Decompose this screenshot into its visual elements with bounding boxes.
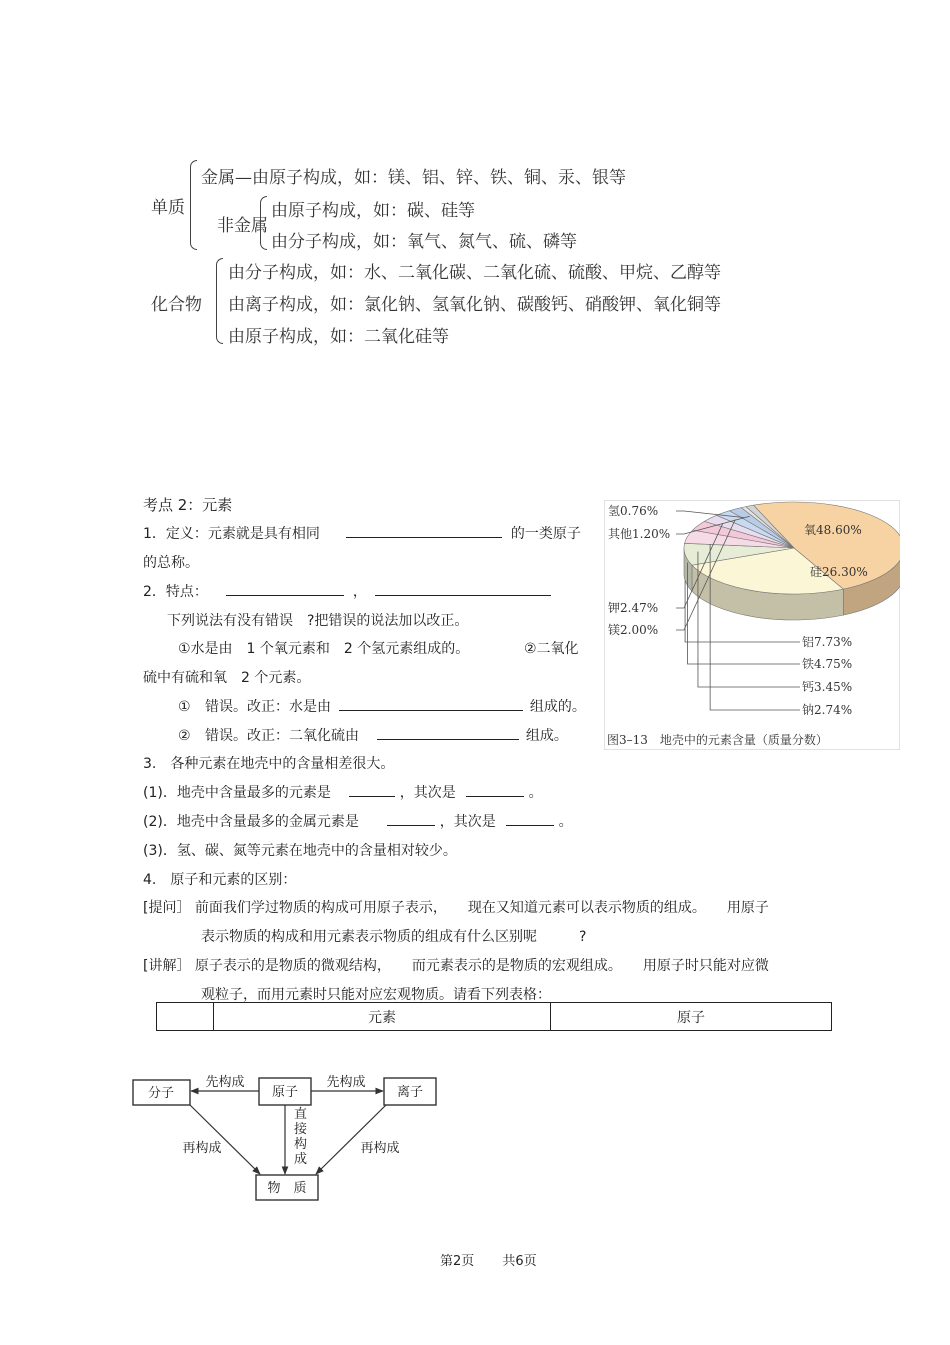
q3-text: 3. 各种元素在地壳中的含量相差很大。: [143, 756, 395, 772]
pie-label-其他: 其他1.20%: [608, 527, 671, 541]
label-zhijie-3: 构: [294, 1137, 308, 1152]
arrow-molecule-to-substance: [190, 1105, 260, 1174]
crust-pie-figure: [604, 500, 900, 750]
q3-1-text-a: (1)．地壳中含量最多的元素是: [143, 785, 331, 801]
label-zhijie-1: 直: [294, 1107, 308, 1122]
table-cell-empty: [157, 1003, 214, 1031]
q2-f-mark: ②: [178, 728, 191, 744]
q1-text-b: 的一类原子: [510, 526, 581, 542]
node-fenzi: 分子: [147, 1086, 175, 1101]
compound-molecule-line: 由分子构成，如：水、二氧化碳、二氧化硫、硫酸、甲烷、乙醇等: [228, 263, 721, 283]
arrow-ion-to-substance: [316, 1105, 386, 1174]
brace-nonmetal: [260, 196, 267, 250]
q3-2-blank-2[interactable]: [506, 811, 554, 826]
q1-line: [143, 523, 581, 543]
q1-blank[interactable]: [346, 523, 502, 538]
label-xian-left: 先构成: [205, 1075, 245, 1090]
label-zhijie-4: 成: [294, 1152, 308, 1167]
q2-line: [143, 581, 551, 601]
pie-label-铝: 铝7.73%: [802, 635, 853, 649]
pie-label-硅: 硅26.30%: [810, 565, 868, 579]
q2-correction-1: [178, 696, 586, 716]
q3-2-line: [143, 811, 573, 831]
node-lizi: 离子: [396, 1085, 424, 1100]
q2-f-text-b: 组成。: [525, 728, 568, 744]
q2-text-d: 硫中有硫和氧 2 个元素。: [143, 670, 311, 686]
label-zai-left: 再构成: [182, 1141, 222, 1156]
tiwen-line-b: 表示物质的构成和用元素表示物质的组成有什么区别呢 ?: [201, 929, 587, 945]
q3-3-text: (3)．氢、碳、氮等元素在地壳中的含量相对较少。: [143, 843, 457, 859]
brace-huahewu: [216, 258, 223, 344]
nonmetal-molecule-line: 由分子构成，如：氧气、氮气、硫、磷等: [271, 232, 577, 252]
q2-blank-2[interactable]: [375, 581, 551, 596]
q3-1-text-b: ，其次是: [399, 785, 456, 801]
q2-e-blank[interactable]: [339, 696, 523, 711]
label-nonmetal: 非金属: [217, 216, 268, 236]
q2-e-mark: ①: [178, 699, 191, 715]
q4-text: 4. 原子和元素的区别：: [143, 872, 297, 888]
jiangjie-line-b: 观粒子，而用元素时只能对应宏观物质。请看下列表格：: [201, 987, 551, 1003]
page-total: 共6页: [502, 1254, 537, 1269]
pie-label-钠: 钠2.74%: [802, 703, 853, 717]
compound-ion-line: 由离子构成，如：氯化钠、氢氧化钠、碳酸钙、硝酸钾、氧化铜等: [228, 295, 721, 315]
pie-label-钙: 钙3.45%: [802, 680, 853, 694]
q3-1-blank-1[interactable]: [349, 782, 395, 797]
q2-text-c1: ①水是由 1 个氧元素和 2 个氢元素组成的。: [178, 641, 470, 657]
node-yuanzi: 原子: [271, 1085, 299, 1100]
node-wuzhi: 物 质: [267, 1181, 307, 1196]
figure-caption: 图3–13 地壳中的元素含量（质量分数）: [607, 733, 828, 747]
composition-flow-diagram: [130, 1066, 450, 1204]
q2-sep: ，: [352, 584, 367, 600]
table-header-element: 元素: [214, 1003, 551, 1031]
q3-1-blank-2[interactable]: [466, 782, 524, 797]
q2-e-text-a: 错误。改正：水是由: [205, 699, 332, 715]
pie-label-氧: 氧48.60%: [804, 523, 862, 537]
q1-text-c: 的总称。: [143, 555, 199, 571]
q2-text-c2: ②二氧化: [524, 641, 579, 657]
table-row: [157, 1003, 832, 1031]
compound-atom-line: 由原子构成，如：二氧化硅等: [228, 327, 449, 347]
pie-label-铁: 铁4.75%: [802, 657, 853, 671]
table-header-atom: 原子: [551, 1003, 832, 1031]
comparison-table: [156, 1002, 832, 1031]
q2-text-a: 2．特点：: [143, 584, 208, 600]
metal-line: 金属—由原子构成，如：镁、铝、锌、铁、铜、汞、银等: [201, 168, 626, 188]
q3-2-text-b: ，其次是: [439, 814, 496, 830]
q2-f-blank[interactable]: [377, 725, 519, 740]
page-number: 第2页: [440, 1254, 475, 1269]
page-footer: [440, 1250, 537, 1269]
pie-label-氢: 氢0.76%: [608, 504, 659, 518]
label-zhijie-2: 接: [294, 1122, 308, 1137]
jiangjie-line-a: [讲解］ 原子表示的是物质的微观结构， 而元素表示的是物质的宏观组成。 用原子时只能对应微: [143, 958, 769, 974]
q2-blank-1[interactable]: [226, 581, 344, 596]
q3-2-text-a: (2)．地壳中含量最多的金属元素是: [143, 814, 359, 830]
label-danzhi: 单质: [151, 198, 185, 218]
q3-2-text-c: 。: [558, 814, 573, 830]
q2-e-text-b: 组成的。: [529, 699, 586, 715]
section-heading: 考点 2：元素: [143, 496, 233, 514]
q2-text-b: 下列说法有没有错误 ?把错误的说法加以改正。: [167, 613, 469, 629]
q2-correction-2: [178, 725, 568, 745]
label-xian-right: 先构成: [326, 1075, 366, 1090]
q1-text-a: 1．定义：元素就是具有相同: [143, 526, 320, 542]
label-zai-right: 再构成: [360, 1141, 400, 1156]
q3-2-blank-1[interactable]: [387, 811, 435, 826]
nonmetal-atom-line: 由原子构成，如：碳、硅等: [271, 201, 475, 221]
q2-f-text-a: 错误。改正：二氧化硫由: [205, 728, 360, 744]
q3-1-text-c: 。: [528, 785, 543, 801]
q3-1-line: [143, 782, 543, 802]
pie-label-钾: 钾2.47%: [608, 601, 659, 615]
label-huahewu: 化合物: [151, 295, 202, 315]
brace-danzhi: [190, 160, 197, 250]
pie-label-镁: 镁2.00%: [608, 623, 659, 637]
tiwen-line-a: [提问］ 前面我们学过物质的构成可用原子表示， 现在又知道元素可以表示物质的组成。 用原子: [143, 900, 769, 916]
